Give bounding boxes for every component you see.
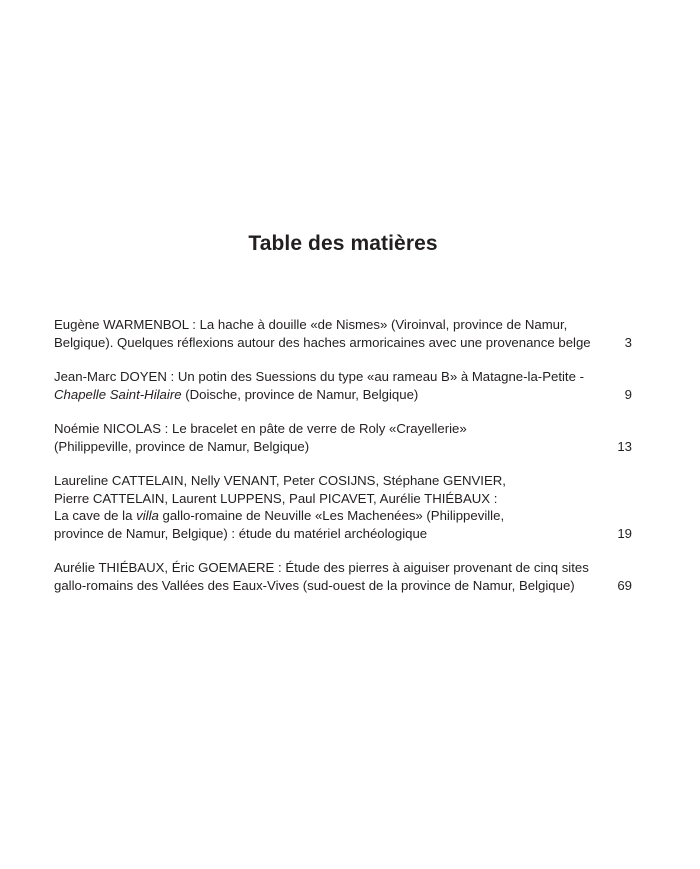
toc-page-number: 19 <box>617 525 632 541</box>
toc-entry-text <box>54 472 592 542</box>
toc-entry <box>54 316 632 351</box>
toc-page-number: 3 <box>624 334 632 350</box>
toc-entry-text-segment: (Doische, province de Namur, Belgique) <box>181 386 419 402</box>
toc-entry <box>54 368 632 403</box>
toc-entry-line: Laureline CATTELAIN, Nelly VENANT, Peter COSIJNS, Stéphane GENVIER, <box>54 473 506 488</box>
toc-entry-line: Noémie NICOLAS : Le bracelet en pâte de verre de Roly «Crayellerie» <box>54 421 467 436</box>
toc-entry-text-segment: gallo-romaine de Neuville «Les Machenées» (Philippeville, <box>158 508 505 523</box>
toc-entry-line <box>54 386 592 404</box>
toc-entry-line: Belgique). Quelques réflexions autour des haches armoricaines avec une provenance belge <box>54 334 591 350</box>
toc-entry-text <box>54 316 592 351</box>
toc-entry <box>54 472 632 542</box>
toc-entry-line: Aurélie THIÉBAUX, Éric GOEMAERE : Étude des pierres à aiguiser provenant de cinq sites <box>54 560 589 575</box>
toc-entry-text-segment: La cave de la <box>54 508 137 523</box>
toc-entry-line: Pierre CATTELAIN, Laurent LUPPENS, Paul PICAVET, Aurélie THIÉBAUX : <box>54 490 498 506</box>
toc-entry-text <box>54 420 592 455</box>
toc-entry-line <box>54 507 592 525</box>
toc-page-number: 69 <box>617 577 632 593</box>
toc-entry-italic-text: villa <box>136 508 159 523</box>
table-of-contents <box>54 316 632 611</box>
toc-entry-line: Eugène WARMENBOL : La hache à douille «de Nismes» (Viroinval, province de Namur, <box>54 317 568 332</box>
toc-entry-line: gallo-romains des Vallées des Eaux-Vives (sud-ouest de la province de Namur, Belgique) <box>54 577 575 593</box>
toc-entry-line: Jean-Marc DOYEN : Un potin des Suessions du type «au rameau B» à Matagne-la-Petite - <box>54 369 584 384</box>
toc-entry-line: province de Namur, Belgique) : étude du matériel archéologique <box>54 525 428 541</box>
page-title: Table des matières <box>248 232 438 255</box>
toc-entry <box>54 420 632 455</box>
toc-entry-text <box>54 368 592 403</box>
toc-entry <box>54 559 632 594</box>
toc-page-number: 13 <box>617 438 632 454</box>
toc-entry-text <box>54 559 592 594</box>
toc-entry-italic-text: Chapelle Saint-Hilaire <box>54 386 182 402</box>
toc-page-number: 9 <box>624 386 632 402</box>
toc-entry-line: (Philippeville, province de Namur, Belgique) <box>54 438 310 454</box>
